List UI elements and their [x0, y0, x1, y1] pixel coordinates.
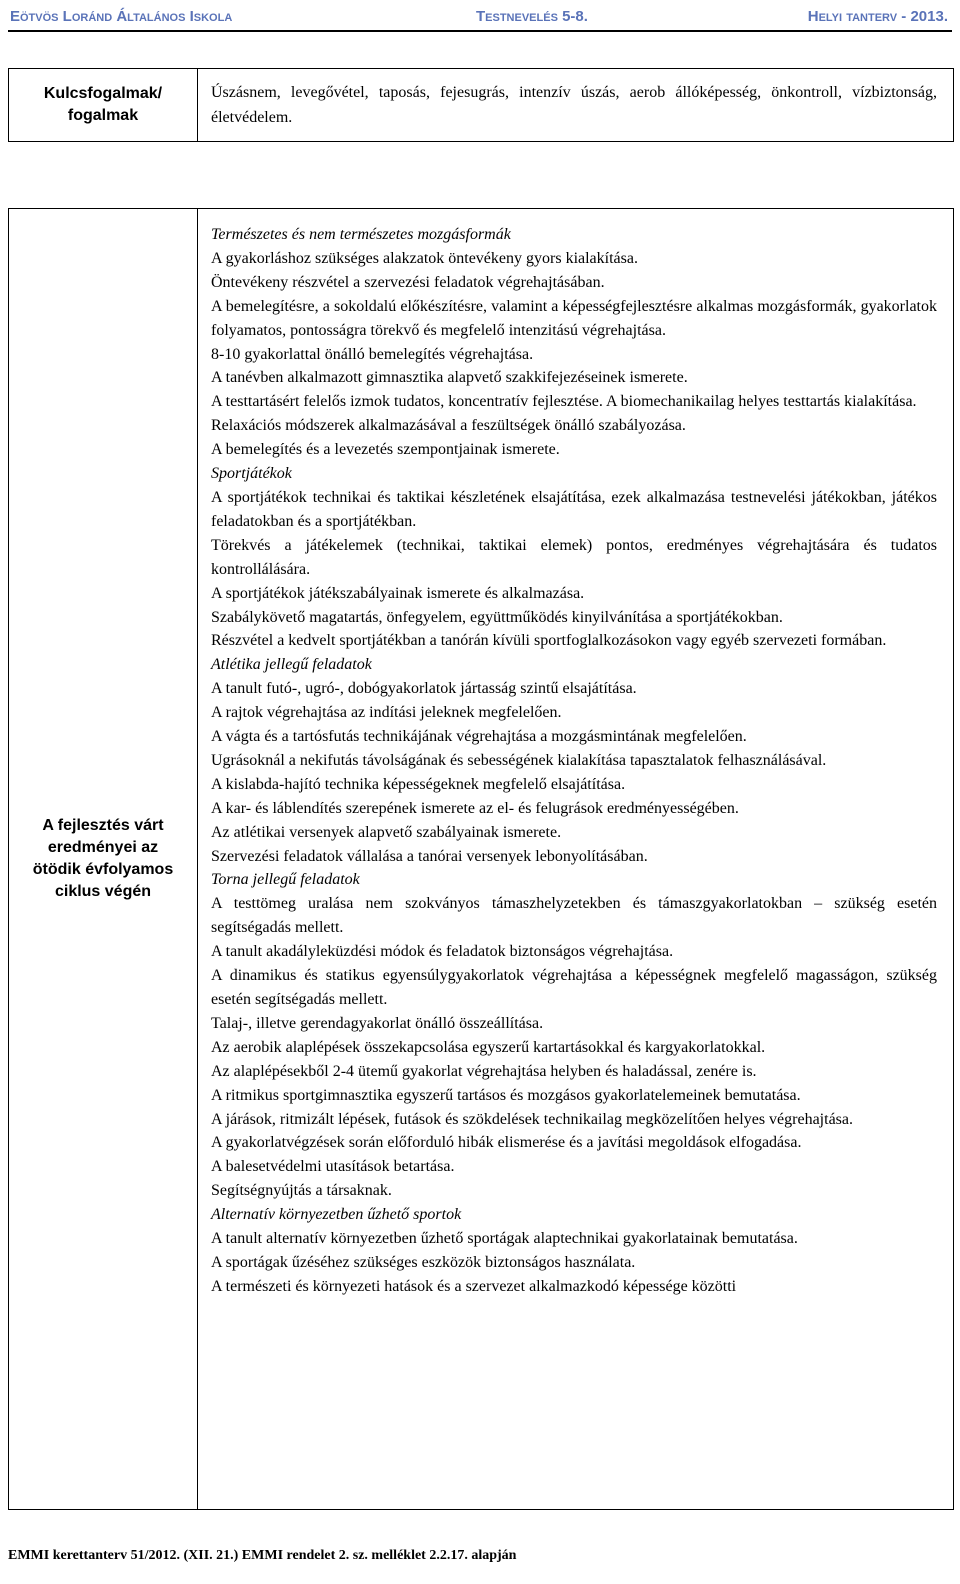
result-item: Törekvés a játékelemek (technikai, taktikai elemek) pontos, eredményes végrehajtására és tudatos kontrollálására. [211, 536, 937, 578]
result-item: A sportágak űzéséhez szükséges eszközök biztonságos használata. [211, 1253, 636, 1271]
result-item: A kislabda-hajító technika képességeknek megfelelő elsajátítása. [211, 775, 626, 793]
section-heading: Torna jellegű feladatok [211, 871, 360, 889]
section-heading: Atlétika jellegű feladatok [211, 656, 372, 674]
footer-text: EMMI kerettanterv 51/2012. (XII. 21.) EMMI rendelet 2. sz. melléklet 2.2.17. alapján [8, 1548, 517, 1563]
results-text-cell [198, 209, 953, 1509]
result-item: A tanévben alkalmazott gimnasztika alapvető szakkifejezéseinek ismerete. [211, 369, 688, 387]
result-item: A tanult alternatív környezetben űzhető sportágak alaptechnikai gyakorlatainak bemutatása. [211, 1230, 798, 1248]
result-item: 8-10 gyakorlattal önálló bemelegítés végrehajtása. [211, 345, 534, 363]
result-item: A sportjátékok technikai és taktikai készletének elsajátítása, ezek alkalmazása testnevelési játékokban, játékos feladatokban és a sportjátékban. [211, 488, 937, 530]
result-item: A testtömeg uralása nem szokványos támaszhelyzetekben és támaszgyakorlatokban – szükség esetén segítségadás mellett. [211, 895, 937, 937]
result-item: A rajtok végrehajtása az indítási jeleknek megfelelően. [211, 704, 562, 722]
result-item: Öntevékeny részvétel a szervezési feladatok végrehajtásában. [211, 273, 605, 291]
result-item: Az aerobik alaplépések összekapcsolása egyszerű kartartásokkal és kargyakorlatokkal. [211, 1038, 766, 1056]
result-item: A bemelegítésre, a sokoldalú előkészítésre, valamint a képességfejlesztésre alkalmas mozgásformák, gyakorlatok folyamatos, pontosságra törekvő és megfelelő intenzitású végrehajtása. [211, 297, 937, 339]
subject-title: Testnevelés 5-8. [476, 8, 588, 25]
section-heading: Természetes és nem természetes mozgásformák [211, 226, 511, 243]
result-item: Segítségnyújtás a társaknak. [211, 1182, 392, 1200]
result-item: A bemelegítés és a levezetés szempontjainak ismerete. [211, 441, 560, 459]
section-heading: Sportjátékok [211, 465, 292, 483]
result-item: A kar- és láblendítés szerepének ismerete az el- és felugrások eredményességében. [211, 799, 739, 817]
result-item: A dinamikus és statikus egyensúlygyakorlatok végrehajtása a képességnek megfelelő magasságon, szükség esetén segítségadás mellett. [211, 967, 937, 1008]
result-item: Szervezési feladatok vállalása a tanórai versenyek lebonyolításában. [211, 847, 648, 865]
results-label: A fejlesztés várt eredményei az ötödik évfolyamos ciklus végén [32, 817, 174, 900]
keywords-label: Kulcsfogalmak/ fogalmak [43, 85, 163, 124]
result-item: Relaxációs módszerek alkalmazásával a feszültségek önálló szabályozása. [211, 417, 686, 435]
keywords-label-cell [9, 69, 198, 141]
result-item: A sportjátékok játékszabályainak ismerete és alkalmazása. [211, 584, 585, 602]
page-footer [8, 1548, 952, 1564]
result-item: A balesetvédelmi utasítások betartása. [211, 1158, 455, 1176]
keywords-table [8, 68, 954, 142]
page-header [8, 4, 952, 32]
result-item: Talaj-, illetve gerendagyakorlat önálló összeállítása. [211, 1014, 544, 1032]
results-label-cell [9, 209, 198, 1509]
result-item: Részvétel a kedvelt sportjátékban a tanórán kívüli sportfoglalkozásokon vagy egyéb szervezeti formában. [211, 632, 887, 650]
result-item: A tanult akadályleküzdési módok és feladatok biztonságos végrehajtása. [211, 943, 674, 961]
keywords-text-cell [198, 69, 953, 141]
result-item: A tanult futó-, ugró-, dobógyakorlatok jártasság szintű elsajátítása. [211, 680, 637, 698]
result-item: A vágta és a tartósfutás technikájának végrehajtása a mozgásmintának megfelelően. [211, 728, 747, 746]
section-heading: Alternatív környezetben űzhető sportok [211, 1206, 462, 1224]
result-item: A természeti és környezeti hatások és a szervezet alkalmazkodó képessége közötti [211, 1277, 737, 1295]
result-item: Ugrásoknál a nekifutás távolságának és sebességének kialakítása tapasztalatok felhasználásával. [211, 751, 827, 769]
keywords-text: Úszásnem, levegővétel, taposás, fejesugrás, intenzív úszás, aerob állóképesség, önkontroll, vízbiztonság, életvédelem. [211, 84, 937, 126]
school-name: Eötvös Loránd Általános Iskola [10, 8, 233, 25]
result-item: A gyakorláshoz szükséges alakzatok öntevékeny gyors kialakítása. [211, 249, 638, 267]
result-item: Az alaplépésekből 2-4 ütemű gyakorlat végrehajtása helyben és haladással, zenére is. [211, 1062, 757, 1080]
result-item: A ritmikus sportgimnasztika egyszerű tartásos és mozgásos gyakorlatelemeinek bemutatása. [211, 1086, 801, 1104]
result-item: A gyakorlatvégzések során előforduló hibák elismerése és a javítási megoldások elfogadása. [211, 1134, 802, 1152]
result-item: A járások, ritmizált lépések, futások és szökdelések technikailag megközelítően helyes végrehajtása. [211, 1110, 853, 1128]
result-item: A testtartásért felelős izmok tudatos, koncentratív fejlesztése. A biomechanikailag helyes testtartás kialakítása. [211, 393, 917, 411]
result-item: Az atlétikai versenyek alapvető szabályainak ismerete. [211, 823, 562, 841]
curriculum-title: Helyi tanterv - 2013. [807, 8, 948, 25]
results-table [8, 208, 954, 1510]
result-item: Szabálykövető magatartás, önfegyelem, együttműködés kinyilvánítása a sportjátékokban. [211, 608, 783, 626]
